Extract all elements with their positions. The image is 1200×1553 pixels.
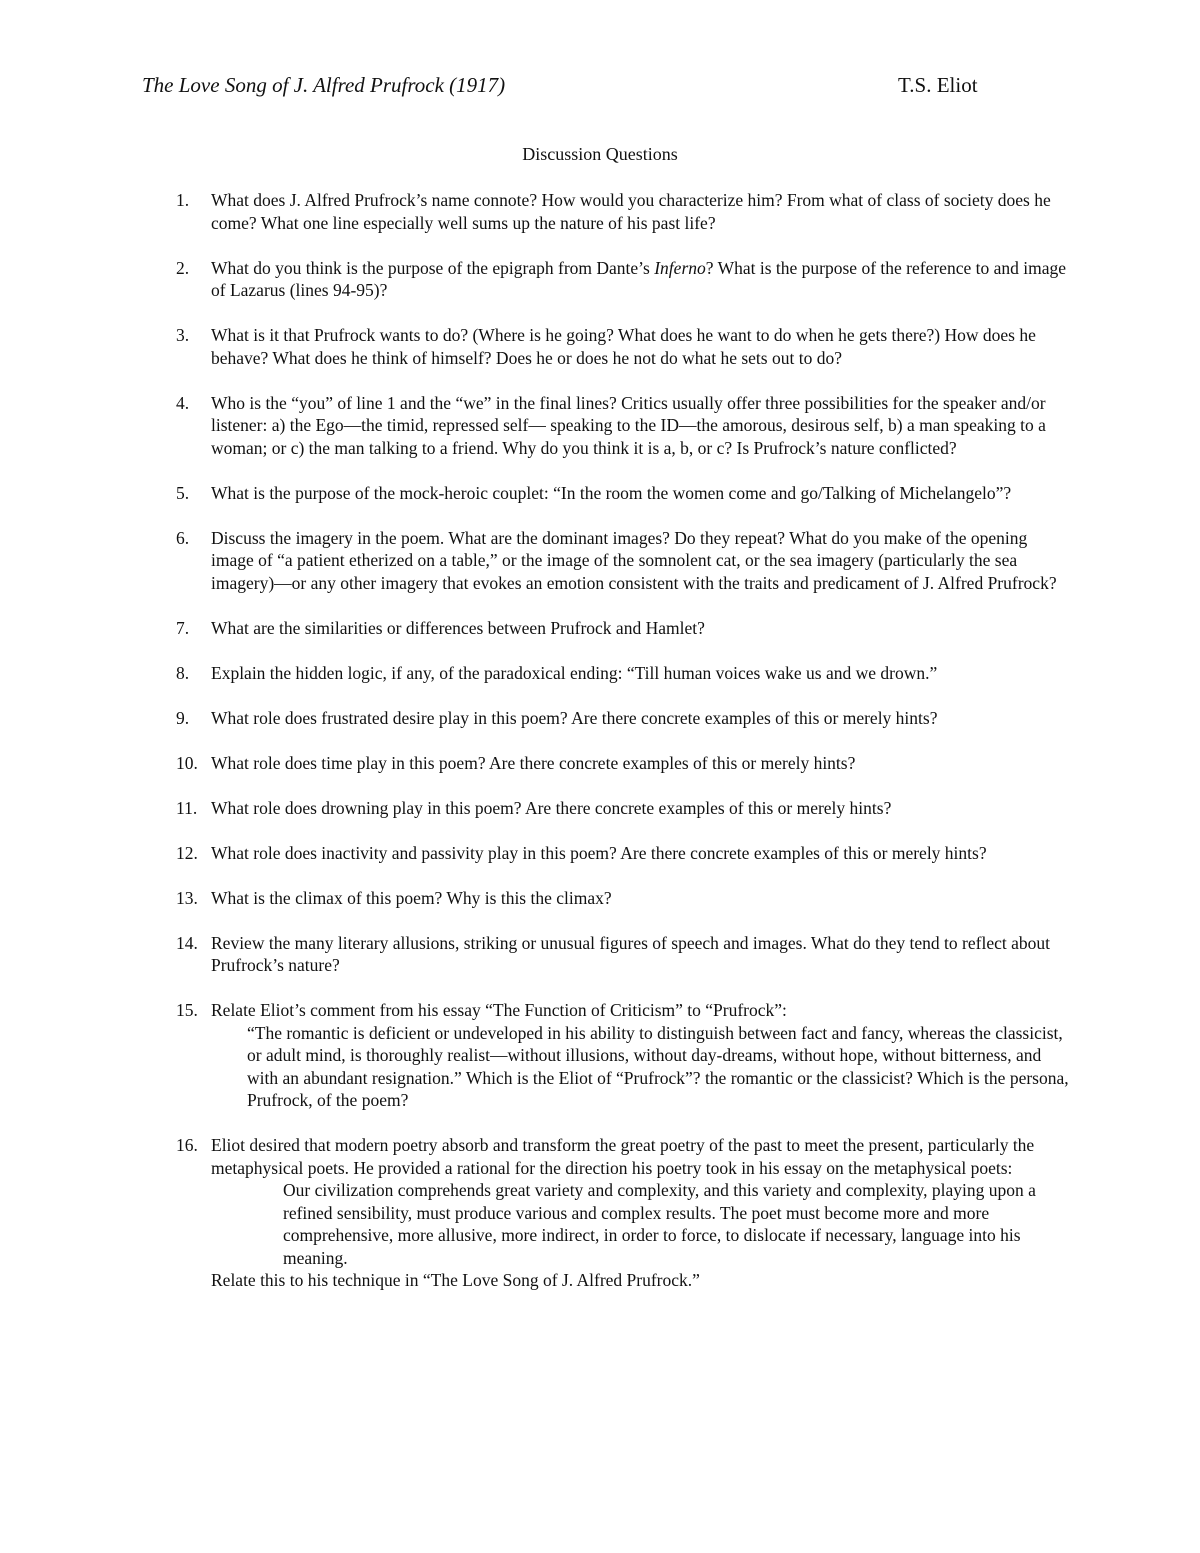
question-number: 13. [176,887,198,908]
question-text: What is it that Prufrock wants to do? (Where is he going? What does he want to do when he gets there?) How does he behave? What does he think of himself? Does he or does he not do what he sets out to do? [211,325,1036,368]
document-author: T.S. Eliot [898,73,978,97]
question-text-after: Relate this to his technique in “The Love Song of J. Alfred Prufrock.” [211,1270,700,1290]
question-text: Eliot desired that modern poetry absorb and transform the great poetry of the past to meet the present, particularly the metaphysical poets. He provided a rational for the direction his poetry took in his essay on the metaphysical poets: [211,1135,1035,1178]
question-item [0,1134,1071,1292]
question-text-part: What do you think is the purpose of the epigraph from Dante’s [211,257,655,278]
italic-title: Inferno [654,257,706,278]
question-text [211,257,1071,302]
question-text: What does J. Alfred Prufrock’s name connote? How would you characterize him? From what of class of society does he come? What one line especially well sums up the nature of his past life? [211,190,1051,233]
section-heading: Discussion Questions [522,144,678,164]
question-item [0,324,1071,369]
question-text: What role does drowning play in this poem? Are there concrete examples of this or merely hints? [211,797,892,818]
essay-quote: “The romantic is deficient or undeveloped in his ability to distinguish between fact and fancy, whereas the classicist, or adult mind, is thoroughly realist—without illusions, without day-dreams, without hope, without bitterness, and with an abundant resignation.” Which is the Eliot of “Prufrock”? the romantic or the classicist? Which is the persona, Prufrock, of the poem? [247,1022,1069,1110]
question-text: What role does inactivity and passivity play in this poem? Are there concrete examples of this or merely hints? [211,842,987,863]
question-item [0,257,1071,302]
question-number: 10. [176,752,198,773]
question-number: 14. [176,932,198,953]
question-item [0,932,1071,977]
question-number: 6. [176,527,190,548]
question-list [0,189,1200,1314]
question-number: 1. [176,190,190,210]
question-number: 12. [176,842,198,863]
question-number: 4. [176,392,190,413]
question-text: Who is the “you” of line 1 and the “we” in the final lines? Critics usually offer three possibilities for the speaker and/or listener: a) the Ego—the timid, repressed self— speaking to the ID—the amorous, desirous self, b) a man speaking to a woman; or c) the man talking to a friend. Why do you think it is a, b, or c? Is Prufrock’s nature conflicted? [211,392,1046,458]
question-item [0,887,1071,910]
question-number: 8. [176,662,190,683]
question-number: 2. [176,257,190,278]
question-text: What role does time play in this poem? Are there concrete examples of this or merely hints? [211,752,856,773]
question-item [0,662,1071,685]
question-text-part: ? What is the purpose of the reference to and image of Lazarus (lines 94-95)? [211,257,1066,300]
question-text: What is the purpose of the mock-heroic couplet: “In the room the women come and go/Talking of Michelangelo”? [211,482,1012,503]
question-item [0,752,1071,775]
question-number: 16. [176,1135,198,1155]
question-item [0,617,1071,640]
essay-quote: Our civilization comprehends great variety and complexity, and this variety and complexity, playing upon a refined sensibility, must produce various and complex results. The poet must become more and more comprehensive, more allusive, more indirect, in order to force, to dislocate if necessary, language into his meaning. [283,1180,1036,1268]
question-number: 9. [176,707,190,728]
question-number: 7. [176,617,190,638]
question-item [0,482,1071,505]
question-text: Discuss the imagery in the poem. What are the dominant images? Do they repeat? What do you make of the opening image of “a patient etherized on a table,” or the image of the somnolent cat, or the sea imagery (particularly the sea imagery)—or any other imagery that evokes an emotion consistent with the traits and predicament of J. Alfred Prufrock? [211,527,1057,593]
question-number: 5. [176,482,190,503]
question-item [0,189,1071,234]
question-item [0,707,1071,730]
question-item [0,842,1071,865]
question-number: 15. [176,1000,198,1020]
question-text: Relate Eliot’s comment from his essay “The Function of Criticism” to “Prufrock”: [211,1000,787,1020]
question-text: Review the many literary allusions, striking or unusual figures of speech and images. What do they tend to reflect about Prufrock’s nature? [211,932,1050,975]
question-item [0,999,1071,1112]
question-item [0,527,1071,595]
question-text: What are the similarities or differences between Prufrock and Hamlet? [211,617,705,638]
document-title: The Love Song of J. Alfred Prufrock (1917) [142,73,506,97]
question-text: What role does frustrated desire play in this poem? Are there concrete examples of this or merely hints? [211,707,938,728]
question-item [0,392,1071,460]
question-text: What is the climax of this poem? Why is this the climax? [211,887,612,908]
question-text: Explain the hidden logic, if any, of the paradoxical ending: “Till human voices wake us and we drown.” [211,662,938,683]
question-item [0,797,1071,820]
question-number: 3. [176,325,190,345]
question-number: 11. [176,797,198,818]
